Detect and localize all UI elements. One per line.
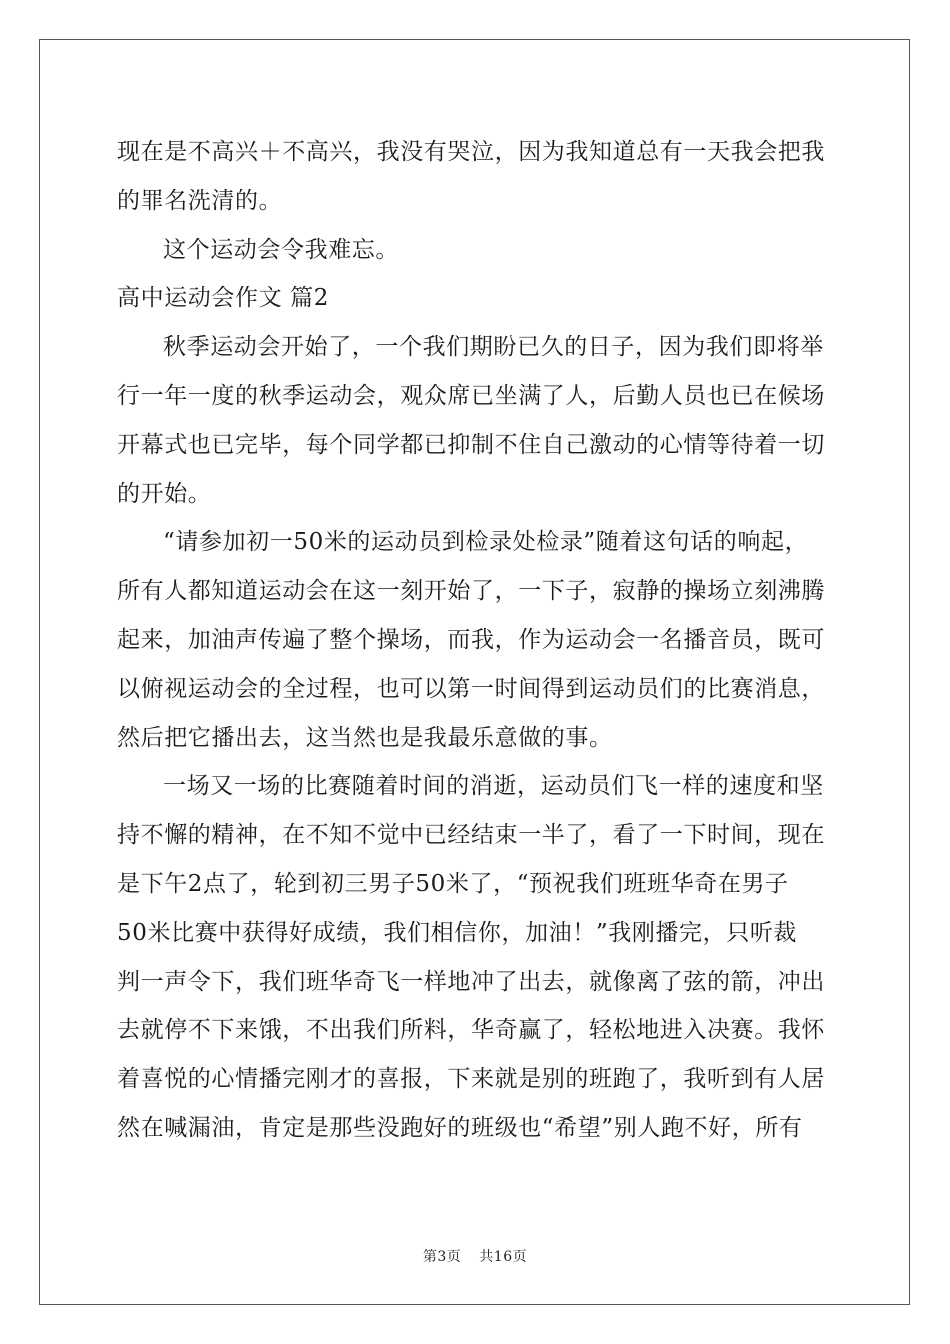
text-line: 起来，加油声传遍了整个操场，而我，作为运动会一名播音员，既可 bbox=[117, 626, 825, 653]
page-total: 共16页 bbox=[479, 1249, 528, 1265]
text-line: 是下午2点了，轮到初三男子50米了，“预祝我们班班华奇在男子 bbox=[117, 870, 789, 897]
text-line: 开幕式也已完毕，每个同学都已抑制不住自己激动的心情等待着一切 bbox=[117, 431, 825, 458]
text-line: 着喜悦的心情播完刚才的喜报，下来就是别的班跑了，我听到有人居 bbox=[117, 1066, 825, 1093]
text-line: 秋季运动会开始了，一个我们期盼已久的日子，因为我们即将举 bbox=[163, 334, 824, 361]
page-footer bbox=[0, 1246, 950, 1266]
text-line: 行一年一度的秋季运动会，观众席已坐满了人，后勤人员也已在候场 bbox=[117, 382, 825, 409]
text-line: 的开始。 bbox=[117, 480, 212, 507]
text-line: 然后把它播出去，这当然也是我最乐意做的事。 bbox=[117, 724, 613, 751]
text-line: “请参加初一50米的运动员到检录处检录”随着这句话的响起， bbox=[163, 529, 809, 556]
text-line: 判一声令下，我们班华奇飞一样地冲了出去，就像离了弦的箭，冲出 bbox=[117, 968, 825, 995]
text-line: 这个运动会令我难忘。 bbox=[163, 236, 399, 263]
text-line: 一场又一场的比赛随着时间的消逝，运动员们飞一样的速度和坚 bbox=[163, 773, 824, 800]
text-line: 然在喊漏油，肯定是那些没跑好的班级也“希望”别人跑不好，所有 bbox=[117, 1114, 803, 1141]
text-line: 现在是不高兴＋不高兴，我没有哭泣，因为我知道总有一天我会把我 bbox=[117, 139, 825, 165]
section-heading: 高中运动会作文 篇2 bbox=[117, 285, 329, 312]
page-number: 第3页 bbox=[422, 1249, 462, 1265]
document-body bbox=[117, 128, 837, 1153]
text-line: 50米比赛中获得好成绩，我们相信你，加油！”我刚播完，只听裁 bbox=[117, 919, 798, 946]
text-line: 去就停不下来饿，不出我们所料，华奇赢了，轻松地进入决赛。我怀 bbox=[117, 1017, 825, 1044]
text-line: 的罪名洗清的。 bbox=[117, 187, 283, 214]
text-line: 所有人都知道运动会在这一刻开始了，一下子，寂静的操场立刻沸腾 bbox=[117, 578, 825, 605]
text-line: 以俯视运动会的全过程，也可以第一时间得到运动员们的比赛消息， bbox=[117, 675, 825, 702]
text-line: 持不懈的精神，在不知不觉中已经结束一半了，看了一下时间，现在 bbox=[117, 822, 825, 849]
